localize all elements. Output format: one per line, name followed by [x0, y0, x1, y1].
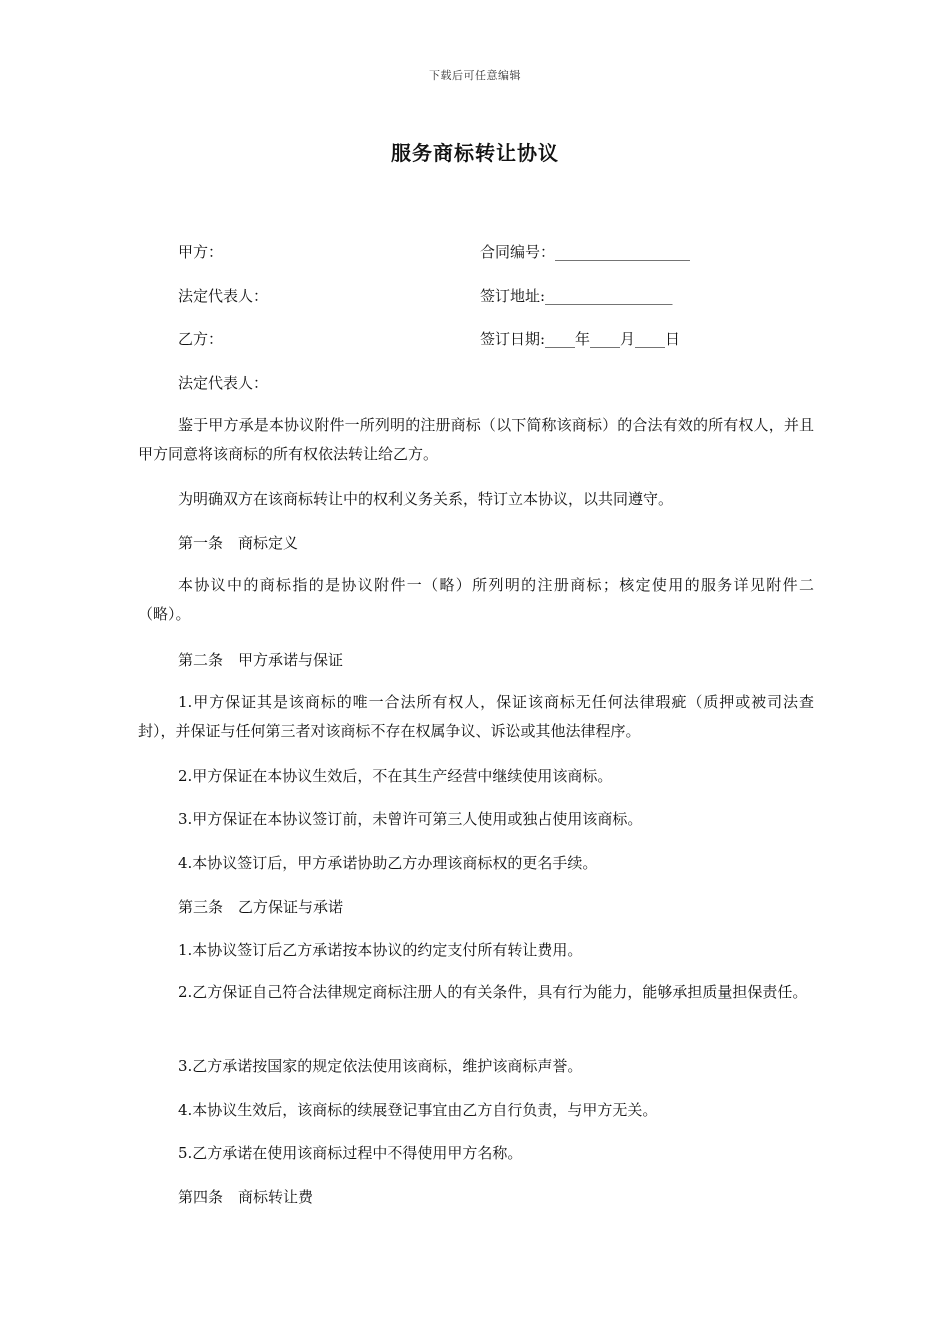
- recital-paragraph: 鉴于甲方承是本协议附件一所列明的注册商标（以下简称该商标）的合法有效的所有权人，并且甲方同意将该商标的所有权依法转让给乙方。: [138, 416, 814, 463]
- article-3-clause-3: 3.乙方承诺按国家的规定依法使用该商标，维护该商标声誉。: [178, 1057, 583, 1075]
- legal-representative-b-label: 法定代表人：: [178, 374, 269, 392]
- article-2-clause-2: 2.甲方保证在本协议生效后，不在其生产经营中继续使用该商标。: [178, 767, 613, 785]
- header-note: 下载后可任意编辑: [429, 69, 521, 82]
- article-2-clause-1: 1.甲方保证其是该商标的唯一合法所有权人，保证该商标无任何法律瑕疵（质押或被司法查封），并保证与任何第三者对该商标不存在权属争议、诉讼或其他法律程序。: [138, 693, 814, 740]
- article-3-clause-2: 2.乙方保证自己符合法律规定商标注册人的有关条件，具有行为能力，能够承担质量担保责任。: [178, 983, 808, 1001]
- sign-place-field: 签订地址:_________________: [480, 287, 673, 305]
- party-a-label: 甲方：: [178, 243, 224, 261]
- legal-representative-a-label: 法定代表人：: [178, 287, 269, 305]
- document-title: 服务商标转让协议: [391, 141, 559, 165]
- article-1-heading: 第一条 商标定义: [178, 534, 299, 552]
- article-3-clause-5: 5.乙方承诺在使用该商标过程中不得使用甲方名称。: [178, 1144, 523, 1162]
- article-2-clause-4: 4.本协议签订后，甲方承诺协助乙方办理该商标权的更名手续。: [178, 854, 598, 872]
- article-4-heading: 第四条 商标转让费: [178, 1188, 314, 1206]
- article-3-clause-4: 4.本协议生效后，该商标的续展登记事宜由乙方自行负责，与甲方无关。: [178, 1101, 658, 1119]
- sign-date-field: 签订日期:____年____月____日: [480, 330, 681, 348]
- article-3-clause-1: 1.本协议签订后乙方承诺按本协议的约定支付所有转让费用。: [178, 941, 583, 959]
- article-1-body: 本协议中的商标指的是协议附件一（略）所列明的注册商标；核定使用的服务详见附件二（略）。: [138, 576, 814, 623]
- contract-number-field: 合同编号：__________________: [480, 243, 691, 261]
- purpose-paragraph: 为明确双方在该商标转让中的权利义务关系，特订立本协议，以共同遵守。: [178, 490, 674, 508]
- article-2-clause-3: 3.甲方保证在本协议签订前，未曾许可第三人使用或独占使用该商标。: [178, 810, 643, 828]
- article-3-heading: 第三条 乙方保证与承诺: [178, 898, 344, 916]
- article-2-heading: 第二条 甲方承诺与保证: [178, 651, 344, 669]
- party-b-label: 乙方：: [178, 330, 224, 348]
